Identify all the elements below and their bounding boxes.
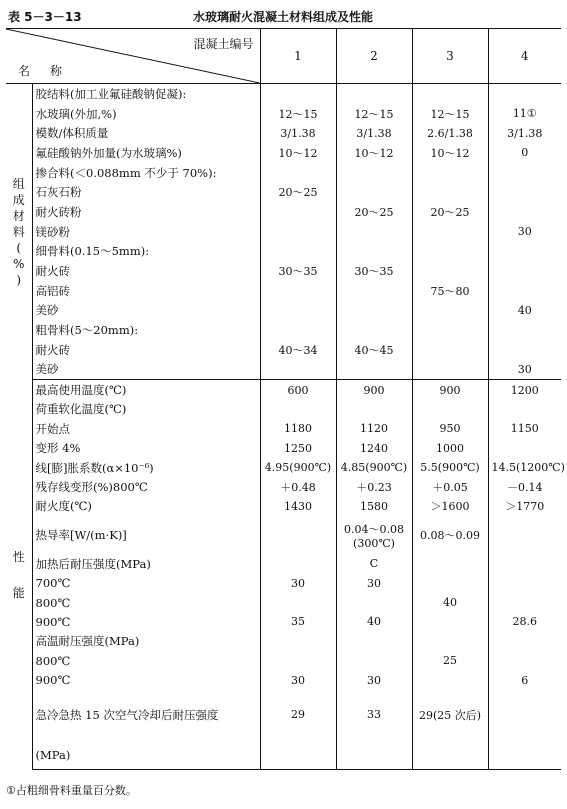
row-label: 胶结料(加工业氟硅酸钠促凝): bbox=[35, 86, 187, 101]
value-cell bbox=[488, 380, 561, 400]
value-cell bbox=[260, 573, 336, 592]
value-cell bbox=[260, 740, 336, 770]
diagonal-top-label: 混凝土编号 bbox=[193, 37, 254, 51]
value-text: 40～34 bbox=[278, 343, 318, 357]
value-cell bbox=[412, 242, 488, 262]
value-text: 20～25 bbox=[278, 186, 318, 200]
value-cell bbox=[260, 320, 336, 340]
value-cell bbox=[336, 202, 412, 222]
row-label: 粗骨料(5～20mm): bbox=[35, 323, 139, 338]
row-label: 800℃ bbox=[35, 595, 71, 610]
value-text: 30～35 bbox=[278, 265, 318, 279]
section-label bbox=[6, 84, 32, 380]
value-text: 33 bbox=[367, 708, 381, 722]
value-cell bbox=[488, 182, 561, 202]
value-cell bbox=[260, 301, 336, 321]
value-text: 20～25 bbox=[354, 205, 394, 219]
value-text: 4.85(900℃) bbox=[340, 461, 408, 475]
header-row bbox=[6, 29, 561, 84]
column-header: 4 bbox=[488, 29, 561, 84]
value-text: ＞1770 bbox=[505, 500, 545, 514]
value-cell bbox=[336, 360, 412, 380]
value-cell bbox=[412, 477, 488, 496]
value-cell bbox=[412, 84, 488, 104]
value-text: 30 bbox=[367, 576, 381, 590]
value-cell bbox=[488, 222, 561, 242]
table-row bbox=[6, 593, 561, 612]
value-text: 2.6/1.38 bbox=[427, 126, 473, 140]
value-cell bbox=[336, 438, 412, 457]
value-cell bbox=[412, 222, 488, 242]
value-cell bbox=[260, 670, 336, 689]
table-row bbox=[6, 477, 561, 496]
value-cell bbox=[260, 360, 336, 380]
value-text: 10～12 bbox=[354, 146, 394, 160]
value-cell bbox=[488, 477, 561, 496]
value-text: 29(25 次后) bbox=[418, 708, 482, 722]
table-row bbox=[6, 740, 561, 770]
value-cell bbox=[412, 438, 488, 457]
row-label: 急冷急热 15 次空气冷却后耐压强度 bbox=[35, 707, 219, 722]
table-row bbox=[6, 202, 561, 222]
value-cell bbox=[260, 516, 336, 554]
value-text: 12～15 bbox=[354, 107, 394, 121]
row-label: 耐火砖粉 bbox=[35, 204, 82, 219]
value-cell bbox=[336, 670, 412, 689]
table-row bbox=[6, 242, 561, 262]
value-cell bbox=[260, 143, 336, 163]
value-cell bbox=[488, 202, 561, 222]
value-text: 1150 bbox=[510, 422, 539, 436]
value-cell bbox=[336, 400, 412, 419]
row-label: 900℃ bbox=[35, 614, 71, 629]
diagonal-bottom-label: 名称 bbox=[18, 64, 83, 78]
value-cell bbox=[260, 458, 336, 477]
value-cell bbox=[336, 651, 412, 670]
value-cell bbox=[260, 202, 336, 222]
value-text: ＋0.48 bbox=[280, 480, 316, 494]
value-text: 1180 bbox=[284, 422, 312, 436]
table-row bbox=[6, 497, 561, 516]
value-cell bbox=[336, 182, 412, 202]
value-cell bbox=[260, 222, 336, 242]
value-cell bbox=[336, 554, 412, 573]
value-text: 1000 bbox=[436, 441, 464, 455]
table-row bbox=[6, 670, 561, 689]
value-cell bbox=[488, 438, 561, 457]
value-cell bbox=[336, 632, 412, 651]
value-cell bbox=[336, 163, 412, 183]
value-cell bbox=[260, 690, 336, 740]
value-cell bbox=[336, 573, 412, 592]
value-cell bbox=[412, 593, 488, 612]
value-cell bbox=[412, 143, 488, 163]
value-text: 10～12 bbox=[278, 146, 318, 160]
value-cell bbox=[336, 593, 412, 612]
value-cell bbox=[260, 419, 336, 438]
row-label: 800℃ bbox=[35, 653, 71, 668]
row-label: 耐火砖 bbox=[35, 264, 70, 279]
value-cell bbox=[488, 740, 561, 770]
row-label: 热导率[W/(m·K)] bbox=[35, 528, 127, 543]
value-text: 25 bbox=[443, 654, 457, 668]
table-row bbox=[6, 182, 561, 202]
value-cell bbox=[260, 84, 336, 104]
value-cell bbox=[412, 380, 488, 400]
value-text: ＞1600 bbox=[430, 500, 470, 514]
value-cell bbox=[412, 202, 488, 222]
table-row bbox=[6, 301, 561, 321]
value-cell bbox=[412, 419, 488, 438]
row-label: 高温耐压强度(MPa) bbox=[35, 634, 140, 649]
row-label: 耐火砖 bbox=[35, 342, 70, 357]
value-cell bbox=[412, 123, 488, 143]
value-cell bbox=[488, 261, 561, 281]
row-label: 掺合料(＜0.088mm 不少于 70%): bbox=[35, 165, 217, 180]
value-cell bbox=[412, 360, 488, 380]
value-cell bbox=[412, 458, 488, 477]
value-cell bbox=[488, 340, 561, 360]
value-cell bbox=[260, 242, 336, 262]
column-header: 3 bbox=[412, 29, 488, 84]
value-cell bbox=[260, 104, 336, 124]
value-text: 600 bbox=[287, 383, 309, 397]
value-cell bbox=[336, 242, 412, 262]
value-text: 0.08～0.09 bbox=[420, 529, 480, 543]
value-text: C bbox=[369, 557, 379, 571]
row-label: 美砂 bbox=[35, 303, 59, 318]
table-row bbox=[6, 554, 561, 573]
value-cell bbox=[488, 419, 561, 438]
value-cell bbox=[488, 458, 565, 477]
value-text: 6 bbox=[521, 673, 529, 687]
value-cell bbox=[412, 497, 488, 516]
value-text: 1580 bbox=[360, 499, 388, 513]
value-cell bbox=[488, 690, 561, 740]
table-row bbox=[6, 84, 561, 104]
value-cell bbox=[488, 123, 561, 143]
table-row bbox=[6, 340, 561, 360]
row-label: (MPa) bbox=[32, 740, 260, 770]
value-cell bbox=[488, 242, 561, 262]
value-cell bbox=[260, 612, 336, 631]
table-row bbox=[6, 222, 561, 242]
row-label: 残存线变形(%)800℃ bbox=[35, 479, 148, 494]
row-label: 高铝砖 bbox=[35, 283, 70, 298]
value-cell bbox=[488, 104, 561, 124]
table-row bbox=[6, 573, 561, 592]
value-cell bbox=[412, 690, 488, 740]
row-label: 变形 4% bbox=[35, 441, 81, 456]
value-cell bbox=[260, 438, 336, 457]
value-cell bbox=[260, 340, 336, 360]
row-label: 加热后耐压强度(MPa) bbox=[35, 556, 151, 571]
value-cell bbox=[488, 84, 561, 104]
table-row bbox=[6, 632, 561, 651]
value-cell bbox=[336, 380, 412, 400]
value-text: 40 bbox=[443, 596, 457, 610]
value-cell bbox=[488, 670, 561, 689]
value-cell bbox=[412, 340, 488, 360]
value-cell bbox=[488, 612, 561, 631]
row-label: 耐火度(℃) bbox=[35, 499, 92, 514]
value-text: 1430 bbox=[284, 499, 312, 513]
value-cell bbox=[260, 182, 336, 202]
value-text: ＋0.05 bbox=[432, 480, 468, 494]
value-cell bbox=[260, 593, 336, 612]
value-cell bbox=[488, 143, 561, 163]
value-cell bbox=[260, 651, 336, 670]
row-label: 荷重软化温度(℃) bbox=[35, 402, 127, 417]
value-cell bbox=[488, 573, 561, 592]
value-text: ＋0.23 bbox=[356, 480, 392, 494]
value-cell bbox=[336, 222, 412, 242]
value-cell bbox=[488, 163, 561, 183]
value-cell bbox=[488, 400, 561, 419]
value-text: 1200 bbox=[510, 383, 539, 397]
value-cell bbox=[412, 573, 488, 592]
value-cell bbox=[336, 612, 412, 631]
value-cell bbox=[336, 281, 412, 301]
value-subtext: (300℃) bbox=[353, 536, 395, 550]
value-text: 40～45 bbox=[354, 343, 394, 357]
footnote: ①占粗细骨料重量百分数。 bbox=[6, 784, 137, 797]
table-title: 水玻璃耐火混凝土材料组成及性能 bbox=[193, 10, 374, 24]
value-cell bbox=[412, 516, 488, 554]
table-row bbox=[6, 320, 561, 340]
section-label-stack: 性 能 bbox=[12, 549, 25, 600]
value-text: 0.04～0.08 bbox=[344, 522, 404, 536]
value-text: 0 bbox=[521, 146, 529, 160]
properties-table bbox=[6, 28, 565, 770]
row-label: 水玻璃(外加,%) bbox=[35, 106, 117, 121]
value-text: 10～12 bbox=[430, 146, 470, 160]
value-cell bbox=[260, 400, 336, 419]
value-text: 11① bbox=[512, 107, 537, 121]
value-cell bbox=[412, 400, 488, 419]
value-cell bbox=[412, 261, 488, 281]
row-label: 开始点 bbox=[35, 421, 70, 436]
table-row bbox=[6, 419, 561, 438]
row-label: 石灰石粉 bbox=[35, 185, 82, 200]
table-row bbox=[6, 380, 561, 400]
value-text: 12～15 bbox=[278, 107, 318, 121]
row-label: 线[膨]胀系数(α×10⁻⁶) bbox=[35, 460, 154, 475]
value-cell bbox=[336, 477, 412, 496]
value-text: 75～80 bbox=[430, 284, 470, 298]
value-text: 1120 bbox=[360, 422, 388, 436]
value-text: 1250 bbox=[284, 441, 312, 455]
value-text: 30～35 bbox=[354, 265, 394, 279]
value-cell bbox=[412, 104, 488, 124]
value-text: 5.5(900℃) bbox=[420, 461, 480, 475]
section-label-stack: 组 成 材 料 ( % ) bbox=[12, 176, 25, 287]
value-text: 30 bbox=[291, 673, 305, 687]
value-cell bbox=[488, 516, 561, 554]
table-row bbox=[6, 400, 561, 419]
table-number: 表 5－3－13 bbox=[8, 10, 82, 24]
value-text: 900 bbox=[439, 383, 461, 397]
row-label: 700℃ bbox=[35, 576, 71, 591]
value-text: 3/1.38 bbox=[507, 126, 543, 140]
value-cell bbox=[260, 163, 336, 183]
value-cell bbox=[412, 632, 488, 651]
value-cell bbox=[260, 497, 336, 516]
table-row bbox=[6, 612, 561, 631]
value-cell bbox=[412, 554, 488, 573]
value-cell bbox=[260, 477, 336, 496]
value-cell bbox=[412, 163, 488, 183]
value-cell bbox=[336, 261, 412, 281]
row-label: 900℃ bbox=[35, 673, 71, 688]
value-text: 30 bbox=[291, 576, 305, 590]
value-text: 3/1.38 bbox=[280, 126, 316, 140]
value-cell bbox=[336, 497, 412, 516]
value-cell bbox=[336, 301, 412, 321]
value-cell bbox=[488, 497, 561, 516]
value-cell bbox=[336, 419, 412, 438]
table-row bbox=[6, 163, 561, 183]
value-text: 40 bbox=[367, 615, 381, 629]
row-label: 细骨料(0.15～5mm): bbox=[35, 244, 150, 259]
section-label bbox=[6, 380, 32, 770]
value-text: 3/1.38 bbox=[356, 126, 392, 140]
value-cell bbox=[260, 632, 336, 651]
value-cell bbox=[412, 281, 488, 301]
value-cell bbox=[336, 458, 412, 477]
column-header: 1 bbox=[260, 29, 336, 84]
value-text: 14.5(1200℃) bbox=[491, 461, 565, 475]
value-text: 28.6 bbox=[512, 615, 537, 629]
value-text: 1240 bbox=[360, 441, 388, 455]
table-row bbox=[6, 281, 561, 301]
value-cell bbox=[412, 670, 488, 689]
value-cell bbox=[336, 123, 412, 143]
value-text: 4.95(900℃) bbox=[264, 461, 332, 475]
value-cell bbox=[488, 554, 561, 573]
value-cell bbox=[488, 281, 561, 301]
row-label: 模数/体积质量 bbox=[35, 126, 109, 141]
table-row bbox=[6, 458, 561, 477]
value-cell bbox=[412, 301, 488, 321]
value-text: 900 bbox=[363, 383, 385, 397]
value-cell bbox=[488, 320, 561, 340]
value-text: 950 bbox=[439, 422, 461, 436]
value-text: 29 bbox=[291, 708, 305, 722]
row-label: 氟硅酸钠外加量(为水玻璃%) bbox=[35, 145, 182, 160]
value-cell bbox=[336, 84, 412, 104]
column-header: 2 bbox=[336, 29, 412, 84]
value-cell bbox=[488, 651, 561, 670]
value-cell bbox=[336, 690, 412, 740]
value-cell bbox=[260, 123, 336, 143]
value-text: 35 bbox=[291, 615, 305, 629]
value-text: －0.14 bbox=[507, 480, 543, 494]
value-text: 40 bbox=[517, 303, 532, 317]
value-text: 30 bbox=[517, 362, 532, 376]
value-cell bbox=[412, 651, 488, 670]
value-cell bbox=[336, 320, 412, 340]
value-cell bbox=[260, 261, 336, 281]
value-cell bbox=[260, 554, 336, 573]
table-caption bbox=[8, 8, 559, 26]
row-label: 美砂 bbox=[32, 360, 260, 380]
value-cell bbox=[412, 740, 488, 770]
value-cell bbox=[336, 740, 412, 770]
row-label: 镁砂粉 bbox=[35, 224, 70, 239]
table-row bbox=[6, 261, 561, 281]
table-row bbox=[6, 690, 561, 740]
value-cell bbox=[488, 301, 561, 321]
value-cell bbox=[336, 104, 412, 124]
value-cell bbox=[336, 516, 412, 554]
table-row bbox=[6, 516, 561, 554]
value-cell bbox=[412, 612, 488, 631]
value-cell bbox=[488, 632, 561, 651]
value-cell bbox=[488, 360, 561, 380]
table-row bbox=[6, 104, 561, 124]
value-text: 12～15 bbox=[430, 107, 470, 121]
row-label: 最高使用温度(℃) bbox=[35, 383, 127, 397]
value-text: 30 bbox=[517, 225, 532, 239]
table-row bbox=[6, 651, 561, 670]
value-cell bbox=[488, 593, 561, 612]
table-row bbox=[6, 123, 561, 143]
value-cell bbox=[260, 281, 336, 301]
table-row bbox=[6, 360, 561, 380]
value-text: 30 bbox=[367, 673, 381, 687]
diagonal-header-cell bbox=[6, 29, 260, 84]
value-text: 20～25 bbox=[430, 205, 470, 219]
value-cell bbox=[260, 380, 336, 400]
table-row bbox=[6, 143, 561, 163]
value-cell bbox=[336, 340, 412, 360]
table-row bbox=[6, 438, 561, 457]
value-cell bbox=[336, 143, 412, 163]
value-cell bbox=[412, 320, 488, 340]
value-cell bbox=[412, 182, 488, 202]
